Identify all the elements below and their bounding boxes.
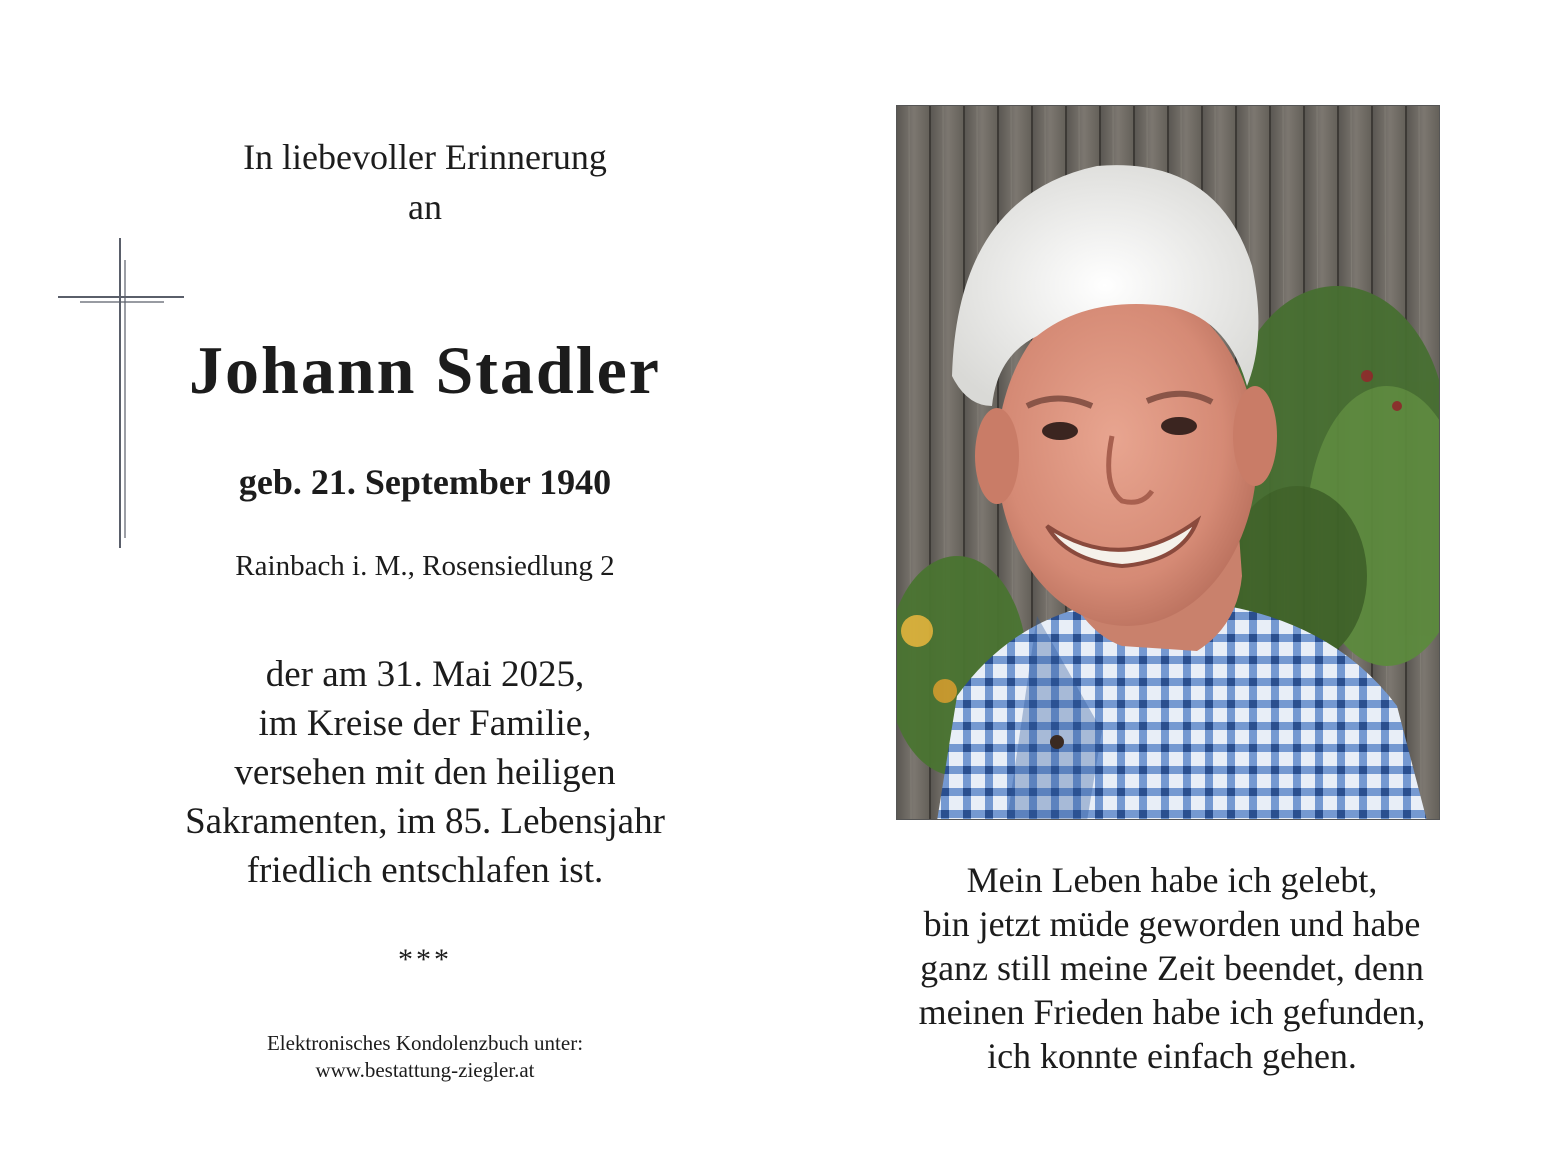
death-line: friedlich entschlafen ist.	[246, 850, 604, 891]
death-line: Sakramenten, im 85. Lebensjahr	[185, 801, 665, 842]
death-line: versehen mit den heiligen	[234, 752, 616, 793]
quote-line: ganz still meine Zeit beendet, denn	[920, 948, 1424, 988]
deceased-name: Johann Stadler	[189, 332, 661, 408]
condolence-link[interactable]: www.bestattung-ziegler.at	[315, 1058, 535, 1082]
quote	[862, 858, 1482, 1078]
quote-line: ich konnte einfach gehen.	[987, 1036, 1357, 1076]
intro-text	[100, 132, 750, 232]
intro-line-2: an	[408, 187, 442, 227]
quote-line: bin jetzt müde geworden und habe	[923, 904, 1421, 944]
death-line: im Kreise der Familie,	[258, 703, 592, 744]
condolence-block	[100, 1030, 750, 1084]
intro-line-1: In liebevoller Erinnerung	[243, 137, 607, 177]
quote-line: Mein Leben habe ich gelebt,	[966, 860, 1378, 900]
death-line: der am 31. Mai 2025,	[265, 654, 585, 695]
address: Rainbach i. M., Rosensiedlung 2	[235, 550, 615, 582]
portrait-illustration	[897, 106, 1440, 820]
left-column	[100, 0, 750, 1160]
birth-date: geb. 21. September 1940	[238, 462, 612, 502]
separator: ***	[398, 943, 452, 976]
death-text	[100, 650, 750, 895]
quote-line: meinen Frieden habe ich gefunden,	[918, 992, 1426, 1032]
portrait-photo	[896, 105, 1440, 820]
condolence-label: Elektronisches Kondolenzbuch unter:	[266, 1031, 584, 1055]
